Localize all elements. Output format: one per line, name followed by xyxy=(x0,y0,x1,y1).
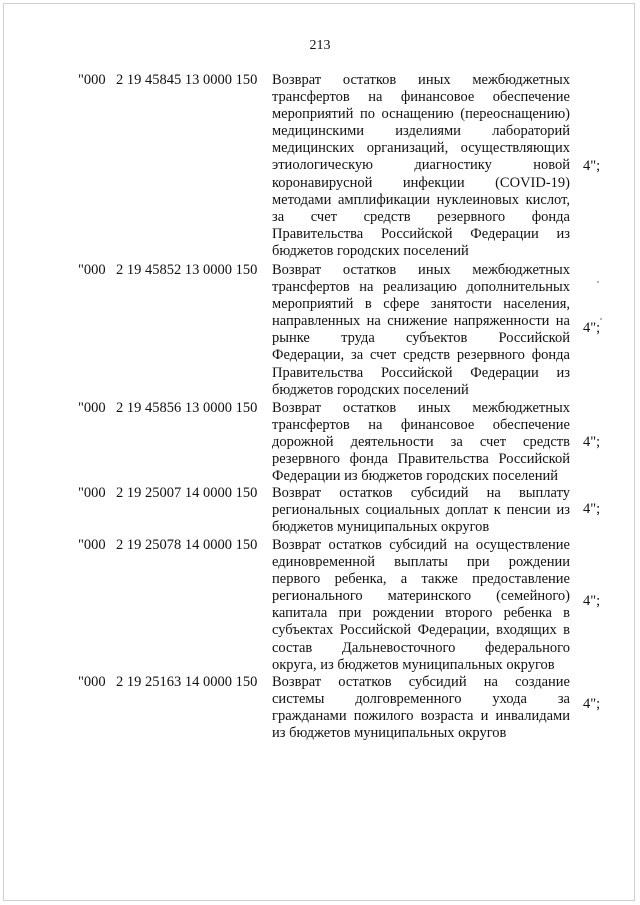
budget-classification-code: 2 19 25078 14 0000 150 xyxy=(116,537,258,553)
row-prefix: "000 xyxy=(78,400,106,416)
row-prefix: "000 xyxy=(78,537,106,553)
description-line: единовременной выплаты при рождении xyxy=(272,554,570,571)
description-line: субъектах Российской Федерации, входящих в xyxy=(272,622,570,639)
row-prefix: "000 xyxy=(78,485,106,501)
description-line: этиологическую диагностику новой xyxy=(272,157,570,174)
description-line: мероприятий в сфере занятости населения, xyxy=(272,296,570,313)
description-line: резервного фонда Правительства Российской xyxy=(272,451,570,468)
description-line: Возврат остатков субсидий на создание xyxy=(272,674,570,690)
row-prefix: "000 xyxy=(78,72,106,88)
description-line: Правительства Российской Федерации из xyxy=(272,225,570,242)
description-line: Возврат остатков иных межбюджетных xyxy=(272,72,570,88)
description-line: Возврат остатков субсидий на выплату xyxy=(272,485,570,501)
budget-classification-code: 2 19 25163 14 0000 150 xyxy=(116,674,258,690)
row-prefix: "000 xyxy=(78,674,106,690)
description-line: из бюджетов муниципальных округов xyxy=(272,725,507,742)
description-line: бюджетов муниципальных округов xyxy=(272,519,490,536)
row-description xyxy=(272,674,570,742)
row-description xyxy=(272,537,570,674)
description-line: округа, из бюджетов муниципальных округов xyxy=(272,656,555,673)
budget-classification-code: 2 19 45856 13 0000 150 xyxy=(116,400,258,416)
description-line: региональных социальных доплат к пенсии из xyxy=(272,502,570,519)
description-line: регионального материнского (семейного) xyxy=(272,588,570,605)
description-line: трансфертов на финансовое обеспечение xyxy=(272,89,570,106)
description-line: Возврат остатков иных межбюджетных xyxy=(272,262,570,278)
description-line: медицинскими изделиями лабораторий xyxy=(272,123,570,140)
description-line: гражданами пожилого возраста и инвалидами xyxy=(272,708,570,725)
row-rate: 4"; xyxy=(583,593,601,609)
description-line: первого ребенка, а также предоставление xyxy=(272,571,570,588)
row-description xyxy=(272,72,570,260)
description-line: системы долговременного ухода за xyxy=(272,691,570,708)
row-description xyxy=(272,485,570,536)
row-rate: 4"; xyxy=(583,320,601,336)
description-line: методами амплификации нуклеиновых кислот, xyxy=(272,191,570,208)
description-line: дорожной деятельности за счет средств xyxy=(272,434,570,451)
row-rate: 4"; xyxy=(583,696,601,712)
scan-speck xyxy=(597,281,599,283)
description-line: трансфертов на реализацию дополнительных xyxy=(272,279,570,296)
description-line: капитала при рождении второго ребенка в xyxy=(272,605,570,622)
description-line: Возврат остатков субсидий на осуществление xyxy=(272,537,570,553)
page-number: 213 xyxy=(309,38,331,53)
budget-classification-code: 2 19 45852 13 0000 150 xyxy=(116,262,258,278)
row-rate: 4"; xyxy=(583,501,601,517)
budget-classification-code: 2 19 45845 13 0000 150 xyxy=(116,72,258,88)
budget-classification-code: 2 19 25007 14 0000 150 xyxy=(116,485,258,501)
row-rate: 4"; xyxy=(583,158,601,174)
description-line: Федерации, за счет средств резервного фонда xyxy=(272,347,570,364)
row-rate: 4"; xyxy=(583,434,601,450)
description-line: Федерации из бюджетов городских поселений xyxy=(272,468,558,485)
description-line: за счет средств резервного фонда xyxy=(272,208,570,225)
description-line: медицинских организаций, осуществляющих xyxy=(272,140,570,157)
description-line: мероприятий по оснащению (переоснащению) xyxy=(272,106,570,123)
row-prefix: "000 xyxy=(78,262,106,278)
description-line: состав Дальневосточного федерального xyxy=(272,639,570,656)
description-line: коронавирусной инфекции (COVID-19) xyxy=(272,174,570,191)
row-description xyxy=(272,400,570,485)
row-description xyxy=(272,262,570,399)
description-line: Возврат остатков иных межбюджетных xyxy=(272,400,570,416)
scan-speck xyxy=(600,318,602,320)
description-line: рынке труда субъектов Российской xyxy=(272,330,570,347)
description-line: направленных на снижение напряженности на xyxy=(272,313,570,330)
description-line: бюджетов городских поселений xyxy=(272,242,469,259)
description-line: Правительства Российской Федерации из xyxy=(272,364,570,381)
description-line: бюджетов городских поселений xyxy=(272,381,469,398)
description-line: трансфертов на финансовое обеспечение xyxy=(272,417,570,434)
